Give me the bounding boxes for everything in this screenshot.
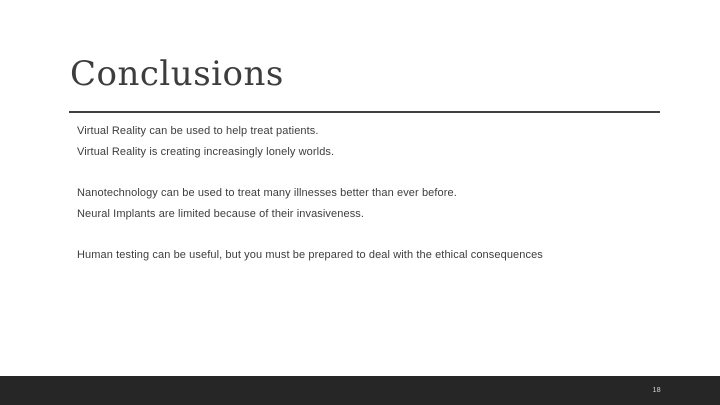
body-line: Human testing can be useful, but you must be prepared to deal with the ethical consequences: [77, 249, 543, 261]
body-paragraph-virtual-reality: [77, 121, 657, 163]
body-line: Neural Implants are limited because of their invasiveness.: [77, 208, 365, 220]
page-number: 18: [652, 387, 661, 394]
body-line: Nanotechnology can be used to treat many illnesses better than ever before.: [77, 187, 457, 199]
body-line: Virtual Reality can be used to help treat patients.: [77, 125, 319, 137]
slide-body: [77, 121, 657, 266]
footer-bar: [0, 376, 720, 405]
body-paragraph-nanotech-implants: [77, 183, 657, 225]
title-divider: [69, 111, 660, 113]
body-paragraph-human-testing: [77, 245, 657, 266]
body-line: Virtual Reality is creating increasingly lonely worlds.: [77, 146, 335, 158]
slide-title: Conclusions: [70, 54, 284, 94]
